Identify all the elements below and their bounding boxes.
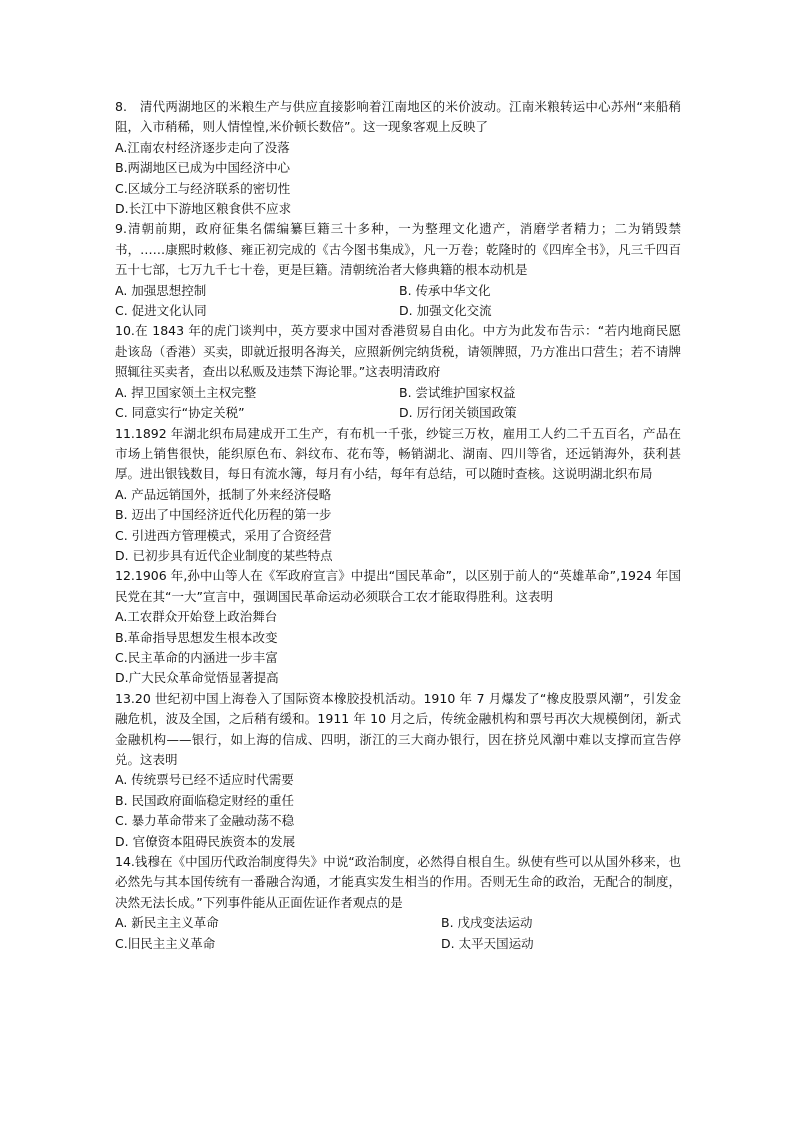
option-b: B. 戊戌变法运动 <box>441 915 533 931</box>
question-9 <box>115 219 681 321</box>
question-stem: 13.20 世纪初中国上海卷入了国际资本橡胶投机活动。1910 年 7 月爆发了“橡皮股票风潮”，引发金融危机，波及全国，之后稍有缓和。1911 年 10 月之后，传统金融机构和票号再次大规模倒闭，新式金融机构——银行，如上海的信成、四明，浙江的三大商办银行，因在挤兑风潮中难以支撑而宣告停兑。这表明 <box>115 690 681 767</box>
option-a: A. 加强思想控制 <box>115 282 207 298</box>
option-b: B. 尝试维护国家权益 <box>399 384 516 400</box>
option-c: C.民主革命的内涵进一步丰富 <box>115 649 278 665</box>
option-b: B. 迈出了中国经济近代化历程的第一步 <box>115 507 332 523</box>
option-d: D. 太平天国运动 <box>441 935 534 951</box>
question-stem: 10.在 1843 年的虎门谈判中，英方要求中国对香港贸易自由化。中方为此发布告示：“若内地商民愿赴该岛（香港）买卖，即就近报明各海关，应照新例完纳货税，请领牌照，乃方准出口营生；若不请牌照辄往买卖者，查出以私贩及违禁下海论罪。”这表明清政府 <box>115 323 681 380</box>
options-row <box>115 383 681 403</box>
question-stem: 11.1892 年湖北织布局建成开工生产，有布机一千张，纱锭三万枚，雇用工人约二千五百名，产品在市场上销售很快，能织原色布、斜纹布、花布等，畅销湖北、湖南、四川等省，还远销海外，获利甚厚。进出银钱数目，每日有流水簿，每月有小结，每年有总结，可以随时查核。这说明湖北织布局 <box>115 425 681 482</box>
option-d: D. 加强文化交流 <box>399 303 492 319</box>
question-11 <box>115 424 681 567</box>
option-d: D. 官僚资本阻碍民族资本的发展 <box>115 833 296 849</box>
option-b: B. 民国政府面临稳定财经的重任 <box>115 792 295 808</box>
option-a: A.工农群众开始登上政治舞台 <box>115 609 278 625</box>
option-c: C. 同意实行“协定关税” <box>115 405 245 421</box>
exam-page <box>115 97 681 954</box>
question-8 <box>115 97 681 219</box>
option-b: B.两湖地区已成为中国经济中心 <box>115 160 291 176</box>
option-a: A. 产品远销国外，抵制了外来经济侵略 <box>115 486 332 502</box>
options-row <box>115 281 681 301</box>
options-row <box>115 934 681 954</box>
option-c: C.旧民主主义革命 <box>115 935 216 951</box>
option-a: A. 传统票号已经不适应时代需要 <box>115 772 294 788</box>
options-row <box>115 403 681 423</box>
option-d: D.广大民众革命觉悟显著提高 <box>115 670 279 686</box>
option-c: C. 引进西方管理模式，采用了合资经营 <box>115 527 332 543</box>
options-row <box>115 913 681 933</box>
options-row <box>115 301 681 321</box>
option-b: B.革命指导思想发生根本改变 <box>115 629 278 645</box>
option-b: B. 传承中华文化 <box>399 282 491 298</box>
option-c: C.区域分工与经济联系的密切性 <box>115 180 291 196</box>
question-13 <box>115 689 681 852</box>
question-stem: 14.钱穆在《中国历代政治制度得失》中说“政治制度，必然得自根自生。纵使有些可以从国外移来，也必然先与其本国传统有一番融合沟通，才能真实发生相当的作用。否则无生命的政治，无配合的制度，决然无法长成。”下列事件能从正面佐证作者观点的是 <box>115 854 681 910</box>
option-a: A. 捍卫国家领土主权完整 <box>115 384 257 400</box>
option-c: C. 促进文化认同 <box>115 303 207 319</box>
option-c: C. 暴力革命带来了金融动荡不稳 <box>115 813 295 829</box>
option-d: D.长江中下游地区粮食供不应求 <box>115 201 292 217</box>
question-stem: 8. 清代两湖地区的米粮生产与供应直接影响着江南地区的米价波动。江南米粮转运中心苏州“来船稍阻，入市稍稀，则人情惶惶,米价顿长数倍”。这一现象客观上反映了 <box>115 99 681 135</box>
question-10 <box>115 321 681 423</box>
question-14 <box>115 852 681 954</box>
option-d: D. 已初步具有近代企业制度的某些特点 <box>115 547 333 563</box>
option-a: A.江南农村经济逐步走向了没落 <box>115 139 290 155</box>
option-a: A. 新民主主义革命 <box>115 915 219 931</box>
question-stem: 9.清朝前期，政府征集名儒编纂巨籍三十多种，一为整理文化遗产，消磨学者精力；二为销毁禁书，……康熙时敕修、雍正初完成的《古今图书集成》，凡一万卷；乾隆时的《四库全书》，凡三千四百五十七部，七万九千七十卷，更是巨籍。清朝统治者大修典籍的根本动机是 <box>115 221 681 278</box>
question-12 <box>115 566 681 688</box>
question-stem: 12.1906 年,孙中山等人在《军政府宣言》中提出“国民革命”，以区别于前人的“英雄革命”,1924 年国民党在其“一大”宣言中，强调国民革命运动必须联合工农才能取得胜利。这表明 <box>115 568 681 604</box>
option-d: D. 厉行闭关锁国政策 <box>399 405 517 421</box>
